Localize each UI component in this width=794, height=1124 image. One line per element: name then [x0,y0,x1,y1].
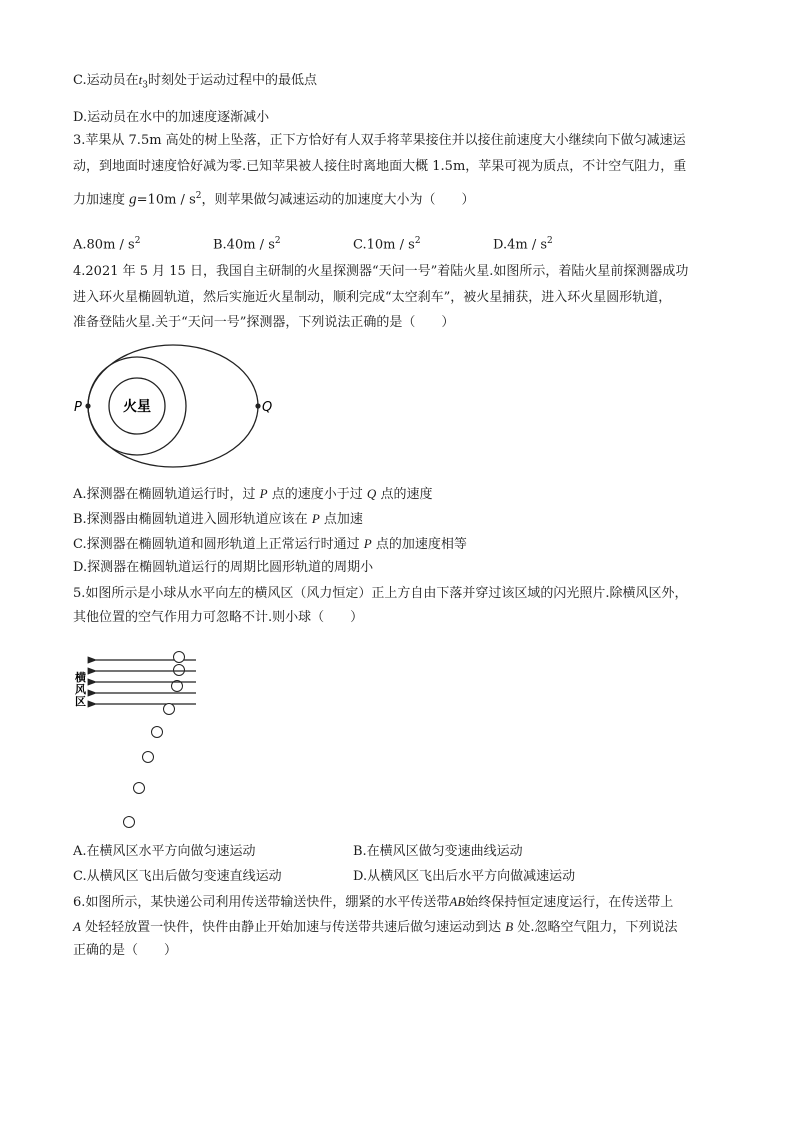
q4-option-b: B.探测器由椭圆轨道进入圆形轨道应该在 P 点加速 [73,511,363,527]
q4-stem-line2: 进入环火星椭圆轨道，然后实施近火星制动，顺利完成“太空刹车”，被火星捕获，进入环火星圆形轨道， [73,290,672,305]
q3-option-d: $D.4m / s^2$ [493,236,553,253]
q3-option-b: $B.40m / s^2$ [213,236,281,253]
ball-image [152,727,163,738]
q4-option-a: A.探测器在椭圆轨道运行时，过 P 点的速度小于过 Q 点的速度 [73,486,433,502]
ball-image [124,817,135,828]
point-p-marker [85,403,90,408]
q3-stem-line2: 动，到地面时速度恰好减为零.已知苹果被人接住时离地面大概 1.5m，苹果可视为质点，不计空气阻力，重 [73,159,687,174]
q3-option-a: $A.80m / s^2$ [73,236,141,253]
q2-option-c: C.运动员在$t_3$时刻处于运动过程中的最低点 [73,72,317,91]
q4-option-c: C.探测器在椭圆轨道和圆形轨道上正常运行时通过 P 点的加速度相等 [73,536,467,552]
ball-image [134,783,145,794]
q4-stem-line3: 准备登陆火星.关于“天问一号”探测器，下列说法正确的是（ ） [73,315,455,330]
q6-stem-line1: 6.如图所示，某快递公司利用传送带输送快件，绷紧的水平传送带AB始终保持恒定速度运行，在传送带上 [73,894,674,910]
q3-stem-line1: 3.苹果从 7.5m 高处的树上坠落，正下方恰好有人双手将苹果接住并以接住前速度大小继续向下做匀减速运 [73,133,686,148]
q6-stem-line2: A 处轻轻放置一快件，快件由静止开始加速与传送带共速后做匀速运动到达 B 处.忽略空气阻力，下列说法 [73,919,678,935]
q5-option-d: D.从横风区飞出后水平方向做减速运动 [353,869,576,884]
q5-stem-line2: 其他位置的空气作用力可忽略不计.则小球（ ） [73,610,364,625]
crosswind-figure [70,645,210,835]
q6-stem-line3: 正确的是（ ） [73,943,178,958]
ball-image [143,752,154,763]
q4-option-d: D.探测器在椭圆轨道运行的周期比圆形轨道的周期小 [73,560,374,575]
q4-stem-line1: 4.2021 年 5 月 15 日，我国自主研制的火星探测器“天问一号”着陆火星.如图所示，着陆火星前探测器成功 [73,264,689,279]
crosswind-label-3: 区 [75,695,86,708]
ball-image [164,704,175,715]
mars-label: 火星 [123,399,151,415]
q5-stem-line1: 5.如图所示是小球从水平向左的横风区（风力恒定）正上方自由下落并穿过该区域的闪光照片.除横风区外， [73,586,688,601]
crosswind-label-1: 横 [75,671,86,684]
q5-option-c: C.从横风区飞出后做匀变速直线运动 [73,869,282,884]
point-p-label: P [74,400,82,415]
ball-image [174,652,185,663]
ball-image [174,665,185,676]
q2-option-d: D.运动员在水中的加速度逐渐减小 [73,110,270,125]
crosswind-label-2: 风 [75,683,86,696]
q5-option-a: A.在横风区水平方向做匀速运动 [73,844,256,859]
q3-option-c: $C.10m / s^2$ [353,236,421,253]
q5-option-b: B.在横风区做匀变速曲线运动 [353,844,523,859]
q3-stem-line3: 力加速度 $g=10m / s^2$，则苹果做匀减速运动的加速度大小为（ ） [73,191,475,208]
mars-orbit-figure [70,340,280,470]
point-q-marker [255,403,260,408]
point-q-label: Q [262,400,273,415]
